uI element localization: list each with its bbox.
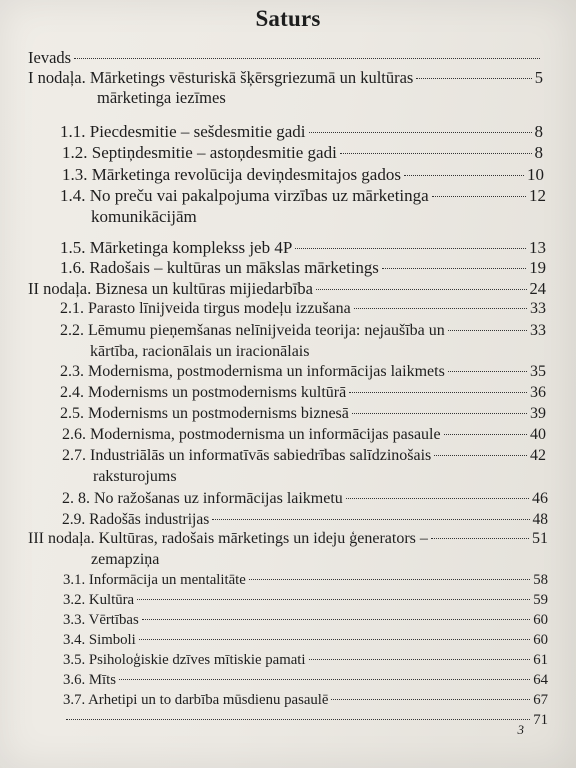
dot-leader bbox=[139, 639, 530, 640]
dot-leader bbox=[352, 413, 527, 414]
toc-entry-label: I nodaļa. Mārketings vēsturiskā šķērsgriezumā un kultūras bbox=[28, 68, 414, 87]
dot-leader bbox=[354, 308, 527, 309]
dot-leader bbox=[309, 132, 532, 133]
toc-entry-continuation: kārtība, racionālais un iracionālais bbox=[90, 343, 310, 360]
toc-entry-label: 1.3. Mārketinga revolūcija deviņdesmitajos gados bbox=[62, 165, 401, 184]
toc-entry bbox=[63, 592, 548, 609]
toc-entry-page: 12 bbox=[529, 186, 546, 205]
toc-entry-page: 48 bbox=[532, 511, 548, 528]
toc-entry-continuation: mārketinga iezīmes bbox=[97, 88, 226, 107]
toc-entry bbox=[60, 258, 546, 278]
toc-entry-page: 60 bbox=[533, 612, 548, 628]
dot-leader bbox=[309, 659, 531, 660]
toc-entry-label: 1.1. Piecdesmitie – sešdesmitie gadi bbox=[60, 122, 306, 141]
toc-entry-label: 1.4. No preču vai pakalpojuma virzības uz mārketinga bbox=[60, 186, 429, 205]
toc-entry-label: 2.7. Industriālās un informatīvās sabiedrības salīdzinošais bbox=[62, 447, 432, 464]
dot-leader bbox=[249, 579, 530, 580]
dot-leader bbox=[448, 330, 527, 331]
toc-entry bbox=[60, 122, 543, 142]
toc-entry-label: 3.2. Kultūra bbox=[63, 592, 135, 608]
toc-entry-page: 51 bbox=[532, 530, 548, 547]
toc-entry-label: 2.3. Modernisma, postmodernisma un informācijas laikmets bbox=[60, 363, 445, 380]
toc-entry-label: 1.2. Septiņdesmitie – astoņdesmitie gadi bbox=[62, 143, 337, 162]
toc-entry-label: 2.2. Lēmumu pieņemšanas nelīnijveida teorija: nejaušība un bbox=[60, 322, 445, 339]
toc-entry-label: 2. 8. No ražošanas uz informācijas laikmetu bbox=[62, 490, 343, 507]
page-number: 3 bbox=[517, 722, 524, 737]
dot-leader bbox=[416, 78, 531, 79]
toc-entry-page: 5 bbox=[534, 68, 543, 87]
toc-entry bbox=[62, 165, 544, 185]
toc-entry bbox=[62, 511, 548, 529]
toc-entry bbox=[60, 300, 546, 318]
toc-entry bbox=[60, 384, 546, 402]
dot-leader bbox=[74, 58, 540, 59]
toc-entry-page: 8 bbox=[534, 122, 543, 141]
dot-leader bbox=[316, 289, 527, 290]
toc-entry bbox=[60, 363, 546, 381]
toc-entry bbox=[60, 405, 546, 423]
dot-leader bbox=[142, 619, 530, 620]
dot-leader bbox=[295, 248, 526, 249]
toc-entry-label: 2.1. Parasto līnijveida tirgus modeļu izzušana bbox=[60, 300, 351, 317]
toc-entry-label: 1.6. Radošais – kultūras un mākslas mārketings bbox=[60, 258, 379, 277]
dot-leader bbox=[119, 679, 530, 680]
toc-entry-page: 58 bbox=[533, 572, 548, 588]
dot-leader bbox=[66, 719, 530, 720]
toc-entry-page: 24 bbox=[529, 279, 546, 298]
toc-entry bbox=[63, 612, 548, 629]
toc-entry-page: 10 bbox=[527, 165, 544, 184]
toc-entry bbox=[63, 692, 548, 709]
toc-entry-page: 64 bbox=[533, 672, 548, 688]
dot-leader bbox=[448, 371, 527, 372]
toc-entry bbox=[28, 48, 543, 68]
toc-entry bbox=[63, 652, 548, 669]
dot-leader bbox=[212, 519, 529, 520]
toc-entry-label: 3.3. Vērtības bbox=[63, 612, 139, 628]
dot-leader bbox=[431, 538, 529, 539]
toc-entry-label: III nodaļa. Kultūras, radošais mārketings un ideju ģenerators – bbox=[28, 530, 428, 547]
toc-entry bbox=[60, 238, 546, 258]
toc-entry-page: 33 bbox=[530, 300, 546, 317]
toc-entry-page: 46 bbox=[532, 490, 548, 507]
toc-entry-page: 59 bbox=[533, 592, 548, 608]
toc-entry-label: 2.6. Modernisma, postmodernisma un informācijas pasaule bbox=[62, 426, 441, 443]
toc-entry bbox=[63, 672, 548, 689]
toc-entry-page: 60 bbox=[533, 632, 548, 648]
dot-leader bbox=[432, 196, 526, 197]
toc-entry-label: 3.4. Simboli bbox=[63, 632, 136, 648]
toc-entry bbox=[62, 447, 546, 465]
toc-entry-page: 61 bbox=[533, 652, 548, 668]
toc-entry-label: Ievads bbox=[28, 48, 72, 67]
toc-entry bbox=[60, 186, 546, 206]
dot-leader bbox=[404, 175, 524, 176]
toc-entry bbox=[63, 632, 548, 649]
toc-entry bbox=[62, 143, 543, 163]
dot-leader bbox=[444, 434, 527, 435]
toc-entry-label: 3.6. Mīts bbox=[63, 672, 117, 688]
toc-entry bbox=[28, 279, 546, 299]
toc-entry-label: 1.5. Mārketinga komplekss jeb 4P bbox=[60, 238, 293, 257]
toc-entry bbox=[63, 572, 548, 589]
toc-entry-page: 19 bbox=[529, 258, 546, 277]
toc-entry bbox=[28, 530, 548, 548]
dot-leader bbox=[434, 455, 527, 456]
toc-entry-label: 2.5. Modernisms un postmodernisms biznesā bbox=[60, 405, 349, 422]
toc-entry-label: 3.7. Arhetipi un to darbība mūsdienu pasaulē bbox=[63, 692, 329, 708]
toc-entry-label: 3.5. Psiholoģiskie dzīves mītiskie pamati bbox=[63, 652, 306, 668]
dot-leader bbox=[340, 153, 532, 154]
toc-entry-page: 33 bbox=[530, 322, 546, 339]
toc-entry-page: 42 bbox=[530, 447, 546, 464]
toc-entry-page: 35 bbox=[530, 363, 546, 380]
toc-entry bbox=[62, 490, 548, 508]
toc-entry-page: 39 bbox=[530, 405, 546, 422]
dot-leader bbox=[349, 392, 527, 393]
dot-leader bbox=[382, 268, 526, 269]
dot-leader bbox=[137, 599, 530, 600]
toc-entry-page: 67 bbox=[533, 692, 548, 708]
toc-entry bbox=[28, 68, 543, 88]
toc-entry bbox=[60, 322, 546, 340]
toc-entry-page: 8 bbox=[534, 143, 543, 162]
toc-entry-page: 13 bbox=[529, 238, 546, 257]
toc-entry-continuation: komunikācijām bbox=[91, 207, 197, 226]
toc-entry-page: 36 bbox=[530, 384, 546, 401]
dot-leader bbox=[346, 498, 529, 499]
toc-entry-continuation: raksturojums bbox=[93, 468, 177, 485]
toc-entry bbox=[62, 426, 546, 444]
dot-leader bbox=[331, 699, 530, 700]
toc-entry-label: 2.4. Modernisms un postmodernisms kultūrā bbox=[60, 384, 347, 401]
toc-entry-continuation: zemapziņa bbox=[91, 551, 160, 568]
toc-entry-page: 71 bbox=[533, 712, 548, 728]
toc-entry bbox=[63, 712, 548, 729]
page-title: Saturs bbox=[255, 6, 321, 31]
toc-entry-label: 2.9. Radošās industrijas bbox=[62, 511, 210, 528]
toc-entry-label: 3.1. Informācija un mentalitāte bbox=[63, 572, 246, 588]
toc-entry-label: II nodaļa. Biznesa un kultūras mijiedarbība bbox=[28, 279, 313, 298]
toc-entry-page: 40 bbox=[530, 426, 546, 443]
